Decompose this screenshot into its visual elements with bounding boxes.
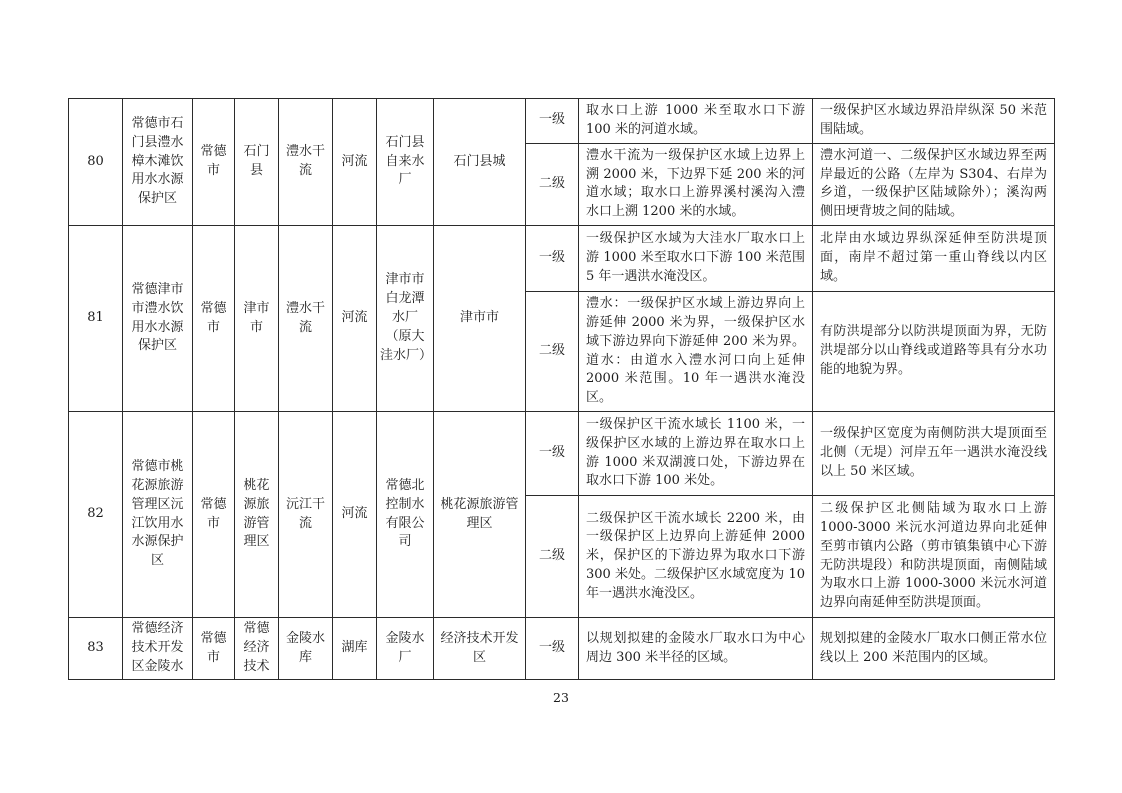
protection-area-table [68,98,1055,680]
cell-level: 一级 [526,226,579,292]
page-number: 23 [553,690,569,705]
cell-level: 二级 [526,292,579,412]
cell-protection-area-name: 常德津市市澧水饮用水水源保护区 [123,226,193,412]
cell-land-scope: 一级保护区水域边界沿岸纵深 50 米范围陆域。 [813,99,1055,144]
cell-city: 常德市 [193,226,235,412]
cell-level: 一级 [526,618,579,680]
cell-water-type: 河流 [333,226,377,412]
cell-land-scope: 北岸由水域边界纵深延伸至防洪堤顶面，南岸不超过第一重山脊线以内区域。 [813,226,1055,292]
cell-water-type: 湖库 [333,618,377,680]
cell-city: 常德市 [193,412,235,618]
cell-land-scope: 二级保护区北侧陆域为取水口上游 1000-3000 米沅水河道边界向北延伸至剪市镇内公路（剪市镇集镇中心下游无防洪堤段）和防洪堤顶面，南侧陆域为取水口上游 1000-3000 米沅水河道边界向南延伸至防洪堤顶面。 [813,496,1055,618]
cell-level: 一级 [526,99,579,144]
table-row [69,99,1055,144]
cell-protection-area-name: 常德市桃花源旅游管理区沅江饮用水水源保护区 [123,412,193,618]
cell-water-plant: 石门县自来水厂 [377,99,434,226]
cell-water-scope: 澧水：一级保护区水域上游边界向上游延伸 2000 米为界，一级保护区水域下游边界向下游延伸 200 米为界。道水：由道水入澧水河口向上延伸 2000 米范围。10 年一遇洪水淹没区。 [579,292,813,412]
cell-water-plant: 金陵水厂 [377,618,434,680]
cell-county: 津市市 [235,226,279,412]
cell-level: 一级 [526,412,579,496]
cell-service-area: 石门县城 [434,99,526,226]
cell-land-scope: 有防洪堤部分以防洪堤顶面为界，无防洪堤部分以山脊线或道路等具有分水功能的地貌为界。 [813,292,1055,412]
cell-river: 金陵水库 [279,618,333,680]
cell-serial-number: 82 [69,412,123,618]
cell-county: 石门县 [235,99,279,226]
cell-service-area: 桃花源旅游管理区 [434,412,526,618]
cell-county: 常德经济技术 [235,618,279,680]
cell-protection-area-name: 常德经济技术开发区金陵水 [123,618,193,680]
cell-service-area: 经济技术开发区 [434,618,526,680]
cell-county: 桃花源旅游管理区 [235,412,279,618]
table-row [69,412,1055,496]
cell-serial-number: 81 [69,226,123,412]
cell-water-plant: 常德北控制水有限公司 [377,412,434,618]
cell-water-plant: 津市市白龙潭水厂（原大洼水厂） [377,226,434,412]
cell-level: 二级 [526,143,579,225]
cell-land-scope: 规划拟建的金陵水厂取水口侧正常水位线以上 200 米范围内的区域。 [813,618,1055,680]
cell-water-type: 河流 [333,99,377,226]
cell-level: 二级 [526,496,579,618]
cell-land-scope: 一级保护区宽度为南侧防洪大堤顶面至北侧（无堤）河岸五年一遇洪水淹没线以上 50 米区域。 [813,412,1055,496]
cell-water-scope: 二级保护区干流水域长 2200 米，由一级保护区上边界向上游延伸 2000 米，保护区的下游边界为取水口下游 300 米处。二级保护区水域宽度为 10 年一遇洪水淹没区。 [579,496,813,618]
cell-service-area: 津市市 [434,226,526,412]
cell-city: 常德市 [193,618,235,680]
cell-river: 沅江干流 [279,412,333,618]
cell-water-type: 河流 [333,412,377,618]
cell-city: 常德市 [193,99,235,226]
cell-water-scope: 一级保护区水域为大洼水厂取水口上游 1000 米至取水口下游 100 米范围 5 年一遇洪水淹没区。 [579,226,813,292]
cell-river: 澧水干流 [279,99,333,226]
cell-water-scope: 一级保护区干流水域长 1100 米，一级保护区水域的上游边界在取水口上游 1000 米双湖渡口处，下游边界在取水口下游 100 米处。 [579,412,813,496]
cell-water-scope: 澧水干流为一级保护区水域上边界上溯 2000 米，下边界下延 200 米的河道水域；取水口上游界溪村溪沟入澧水口上溯 1200 米的水域。 [579,143,813,225]
cell-protection-area-name: 常德市石门县澧水樟木滩饮用水水源保护区 [123,99,193,226]
table-row [69,618,1055,680]
cell-serial-number: 80 [69,99,123,226]
table-row [69,226,1055,292]
cell-land-scope: 澧水河道一、二级保护区水域边界至两岸最近的公路（左岸为 S304、右岸为乡道，一级保护区陆域除外）；溪沟两侧田埂背坡之间的陆域。 [813,143,1055,225]
cell-water-scope: 以规划拟建的金陵水厂取水口为中心周边 300 米半径的区域。 [579,618,813,680]
cell-serial-number: 83 [69,618,123,680]
cell-water-scope: 取水口上游 1000 米至取水口下游 100 米的河道水域。 [579,99,813,144]
cell-river: 澧水干流 [279,226,333,412]
